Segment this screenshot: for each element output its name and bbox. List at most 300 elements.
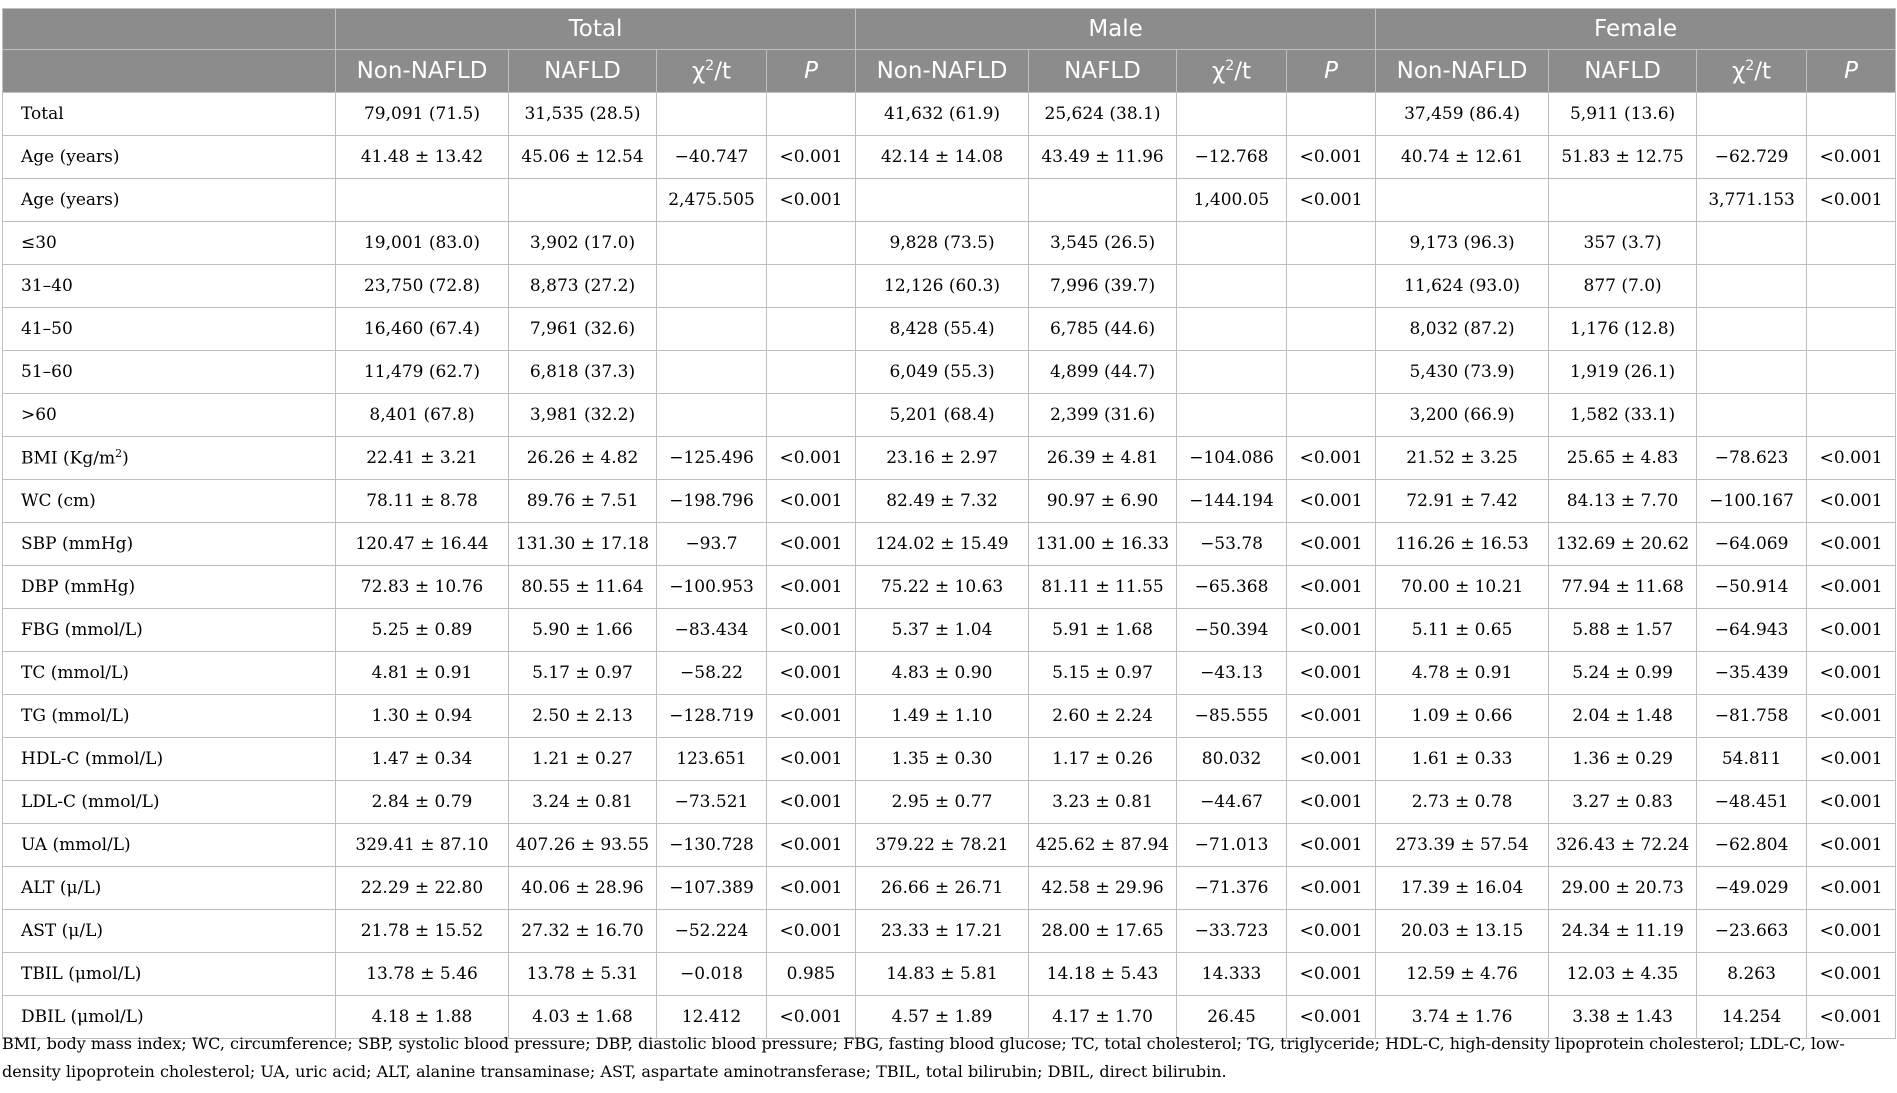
table-cell: 4.83 ± 0.90 <box>856 652 1029 695</box>
table-row <box>3 351 1896 394</box>
table-cell: <0.001 <box>1287 136 1376 179</box>
table-cell <box>1697 308 1807 351</box>
table-row <box>3 781 1896 824</box>
table-cell: −107.389 <box>657 867 767 910</box>
table-cell: 1.21 ± 0.27 <box>509 738 657 781</box>
table-row <box>3 480 1896 523</box>
table-cell: 22.41 ± 3.21 <box>336 437 509 480</box>
table-cell: <0.001 <box>767 437 856 480</box>
p-value-header: P <box>1287 50 1376 93</box>
table-cell: 27.32 ± 16.70 <box>509 910 657 953</box>
table-cell: <0.001 <box>1287 179 1376 222</box>
table-cell: 23.33 ± 17.21 <box>856 910 1029 953</box>
table-cell: 13.78 ± 5.46 <box>336 953 509 996</box>
table-cell: 4.81 ± 0.91 <box>336 652 509 695</box>
row-label: TC (mmol/L) <box>3 652 336 695</box>
group-header-female: Female <box>1376 9 1896 50</box>
table-cell: 5.91 ± 1.68 <box>1029 609 1177 652</box>
table-cell <box>1807 351 1896 394</box>
table-cell: <0.001 <box>1807 996 1896 1039</box>
table-row <box>3 394 1896 437</box>
table-cell: −198.796 <box>657 480 767 523</box>
table-cell: 3,200 (66.9) <box>1376 394 1549 437</box>
table-cell: 2,399 (31.6) <box>1029 394 1177 437</box>
table-cell: −128.719 <box>657 695 767 738</box>
chi-superscript: 2 <box>1225 57 1235 74</box>
table-cell <box>1807 222 1896 265</box>
nafld-header: NAFLD <box>1549 50 1697 93</box>
table-cell: 25,624 (38.1) <box>1029 93 1177 136</box>
table-cell: 5.15 ± 0.97 <box>1029 652 1177 695</box>
table-cell <box>1287 265 1376 308</box>
table-cell: 14.18 ± 5.43 <box>1029 953 1177 996</box>
table-cell: <0.001 <box>1287 695 1376 738</box>
table-cell: 3.24 ± 0.81 <box>509 781 657 824</box>
table-cell: 14.333 <box>1177 953 1287 996</box>
table-cell: <0.001 <box>1807 609 1896 652</box>
table-cell <box>1697 265 1807 308</box>
table-cell: <0.001 <box>767 695 856 738</box>
nafld-header: NAFLD <box>1029 50 1177 93</box>
row-label: HDL-C (mmol/L) <box>3 738 336 781</box>
table-cell: 1.35 ± 0.30 <box>856 738 1029 781</box>
table-cell: <0.001 <box>1287 652 1376 695</box>
table-cell <box>767 394 856 437</box>
table-cell: 21.52 ± 3.25 <box>1376 437 1549 480</box>
table-row <box>3 93 1896 136</box>
table-cell: <0.001 <box>767 136 856 179</box>
group-header-male: Male <box>856 9 1376 50</box>
table-row <box>3 566 1896 609</box>
table-cell: 1.61 ± 0.33 <box>1376 738 1549 781</box>
table-cell: 5.25 ± 0.89 <box>336 609 509 652</box>
row-label: LDL-C (mmol/L) <box>3 781 336 824</box>
table-cell: 4.03 ± 1.68 <box>509 996 657 1039</box>
table-cell: −144.194 <box>1177 480 1287 523</box>
table-cell: 5,201 (68.4) <box>856 394 1029 437</box>
row-label: 51–60 <box>3 351 336 394</box>
table-cell: 22.29 ± 22.80 <box>336 867 509 910</box>
table-cell: 41,632 (61.9) <box>856 93 1029 136</box>
table-cell: <0.001 <box>1287 523 1376 566</box>
table-cell: −78.623 <box>1697 437 1807 480</box>
table-cell: 1,919 (26.1) <box>1549 351 1697 394</box>
table-cell: 11,624 (93.0) <box>1376 265 1549 308</box>
table-cell: −62.729 <box>1697 136 1807 179</box>
table-cell: 24.34 ± 11.19 <box>1549 910 1697 953</box>
table-cell: <0.001 <box>767 652 856 695</box>
table-cell: 17.39 ± 16.04 <box>1376 867 1549 910</box>
table-cell: 0.985 <box>767 953 856 996</box>
chi-superscript: 2 <box>705 57 715 74</box>
table-cell <box>1287 308 1376 351</box>
table-cell <box>509 179 657 222</box>
table-cell: 7,996 (39.7) <box>1029 265 1177 308</box>
table-cell <box>657 351 767 394</box>
table-cell: <0.001 <box>767 738 856 781</box>
table-cell: −65.368 <box>1177 566 1287 609</box>
non-nafld-header: Non-NAFLD <box>856 50 1029 93</box>
table-row <box>3 222 1896 265</box>
nafld-header: NAFLD <box>509 50 657 93</box>
table-cell: <0.001 <box>1807 867 1896 910</box>
table-cell: −130.728 <box>657 824 767 867</box>
table-cell <box>1376 179 1549 222</box>
table-cell: −12.768 <box>1177 136 1287 179</box>
table-cell: 40.06 ± 28.96 <box>509 867 657 910</box>
chi-superscript: 2 <box>1745 57 1755 74</box>
table-cell: 2.95 ± 0.77 <box>856 781 1029 824</box>
table-cell: 124.02 ± 15.49 <box>856 523 1029 566</box>
table-cell <box>767 351 856 394</box>
table-cell: <0.001 <box>1807 953 1896 996</box>
table-cell: <0.001 <box>1807 179 1896 222</box>
table-cell: 81.11 ± 11.55 <box>1029 566 1177 609</box>
table-cell <box>767 93 856 136</box>
table-cell: <0.001 <box>1287 867 1376 910</box>
table-cell: <0.001 <box>1807 695 1896 738</box>
table-cell <box>767 308 856 351</box>
table-cell: <0.001 <box>767 996 856 1039</box>
table-cell: 14.83 ± 5.81 <box>856 953 1029 996</box>
table-cell: 28.00 ± 17.65 <box>1029 910 1177 953</box>
table-cell: <0.001 <box>1807 738 1896 781</box>
table-cell: 12,126 (60.3) <box>856 265 1029 308</box>
table-row <box>3 136 1896 179</box>
table-cell: 72.83 ± 10.76 <box>336 566 509 609</box>
table-cell: 120.47 ± 16.44 <box>336 523 509 566</box>
table-cell: 78.11 ± 8.78 <box>336 480 509 523</box>
row-label: Age (years) <box>3 179 336 222</box>
table-cell: 8,428 (55.4) <box>856 308 1029 351</box>
table-cell <box>767 265 856 308</box>
table-cell: 89.76 ± 7.51 <box>509 480 657 523</box>
table-cell: −71.013 <box>1177 824 1287 867</box>
p-value-header: P <box>767 50 856 93</box>
row-label: Total <box>3 93 336 136</box>
table-cell: −64.069 <box>1697 523 1807 566</box>
table-cell: 116.26 ± 16.53 <box>1376 523 1549 566</box>
table-cell: −52.224 <box>657 910 767 953</box>
table-cell: 11,479 (62.7) <box>336 351 509 394</box>
table-cell: 273.39 ± 57.54 <box>1376 824 1549 867</box>
table-cell: −58.22 <box>657 652 767 695</box>
table-cell: <0.001 <box>1807 652 1896 695</box>
table-cell: <0.001 <box>767 480 856 523</box>
table-cell: 3.74 ± 1.76 <box>1376 996 1549 1039</box>
table-cell: 131.30 ± 17.18 <box>509 523 657 566</box>
table-cell <box>1807 394 1896 437</box>
table-cell: 329.41 ± 87.10 <box>336 824 509 867</box>
table-cell: −44.67 <box>1177 781 1287 824</box>
row-label: TBIL (μmol/L) <box>3 953 336 996</box>
p-value-header: P <box>1807 50 1896 93</box>
table-cell: 9,828 (73.5) <box>856 222 1029 265</box>
table-cell: −104.086 <box>1177 437 1287 480</box>
table-cell: 26.39 ± 4.81 <box>1029 437 1177 480</box>
table-cell: 23.16 ± 2.97 <box>856 437 1029 480</box>
table-cell: <0.001 <box>767 824 856 867</box>
table-row <box>3 953 1896 996</box>
table-cell <box>1029 179 1177 222</box>
table-cell: 379.22 ± 78.21 <box>856 824 1029 867</box>
chi-t-header: $\chi^2/t$ <box>1697 50 1807 93</box>
table-cell: 2.04 ± 1.48 <box>1549 695 1697 738</box>
table-cell: 45.06 ± 12.54 <box>509 136 657 179</box>
table-cell: 23,750 (72.8) <box>336 265 509 308</box>
table-row <box>3 523 1896 566</box>
table-cell: 3.23 ± 0.81 <box>1029 781 1177 824</box>
table-cell: <0.001 <box>767 523 856 566</box>
table-cell: <0.001 <box>1807 480 1896 523</box>
table-cell: 79,091 (71.5) <box>336 93 509 136</box>
table-cell: 12.412 <box>657 996 767 1039</box>
table-cell: 1.36 ± 0.29 <box>1549 738 1697 781</box>
table-cell <box>1287 93 1376 136</box>
row-label: SBP (mmHg) <box>3 523 336 566</box>
table-cell: 75.22 ± 10.63 <box>856 566 1029 609</box>
table-cell: 3,902 (17.0) <box>509 222 657 265</box>
table-cell <box>1807 308 1896 351</box>
table-cell: 1.17 ± 0.26 <box>1029 738 1177 781</box>
table-cell: <0.001 <box>767 910 856 953</box>
table-cell: −53.78 <box>1177 523 1287 566</box>
table-cell: 8,032 (87.2) <box>1376 308 1549 351</box>
table-cell: 8.263 <box>1697 953 1807 996</box>
table-cell <box>336 179 509 222</box>
table-cell <box>657 265 767 308</box>
table-cell: 9,173 (96.3) <box>1376 222 1549 265</box>
table-cell: −85.555 <box>1177 695 1287 738</box>
table-cell: 26.26 ± 4.82 <box>509 437 657 480</box>
table-cell: <0.001 <box>767 179 856 222</box>
row-label: FBG (mmol/L) <box>3 609 336 652</box>
table-cell: <0.001 <box>1287 480 1376 523</box>
table-cell: <0.001 <box>1287 738 1376 781</box>
table-row <box>3 867 1896 910</box>
table-row <box>3 910 1896 953</box>
table-cell <box>1177 394 1287 437</box>
table-cell: 26.66 ± 26.71 <box>856 867 1029 910</box>
table-cell: <0.001 <box>1287 910 1376 953</box>
table-cell: −43.13 <box>1177 652 1287 695</box>
table-cell: 3,981 (32.2) <box>509 394 657 437</box>
table-cell <box>1697 394 1807 437</box>
table-cell <box>1549 179 1697 222</box>
non-nafld-header: Non-NAFLD <box>1376 50 1549 93</box>
table-cell: 5.24 ± 0.99 <box>1549 652 1697 695</box>
table-cell: <0.001 <box>1287 609 1376 652</box>
table-row <box>3 695 1896 738</box>
table-cell: 5,430 (73.9) <box>1376 351 1549 394</box>
table-cell: 2.73 ± 0.78 <box>1376 781 1549 824</box>
table-cell: <0.001 <box>1287 996 1376 1039</box>
table-cell: −125.496 <box>657 437 767 480</box>
table-cell: <0.001 <box>1287 781 1376 824</box>
table-cell <box>1177 351 1287 394</box>
table-row <box>3 738 1896 781</box>
table-cell: 41.48 ± 13.42 <box>336 136 509 179</box>
table-cell: 3.27 ± 0.83 <box>1549 781 1697 824</box>
table-cell: 54.811 <box>1697 738 1807 781</box>
table-cell: 2.50 ± 2.13 <box>509 695 657 738</box>
table-cell: 12.03 ± 4.35 <box>1549 953 1697 996</box>
row-label: DBP (mmHg) <box>3 566 336 609</box>
table-footnote: BMI, body mass index; WC, circumference; SBP, systolic blood pressure; DBP, diastolic blood pressure; FBG, fasting blood glucose; TC, total cholesterol; TG, triglyceride; HDL-C, high-density lipoprotein cholesterol; LDL-C, low-density lipoprotein cholesterol; UA, uric acid; ALT, alanine transaminase; AST, aspartate aminotransferase; TBIL, total bilirubin; DBIL, direct bilirubin. <box>2 1034 1845 1081</box>
table-cell: 82.49 ± 7.32 <box>856 480 1029 523</box>
row-label: ALT (μ/L) <box>3 867 336 910</box>
table-cell <box>657 93 767 136</box>
table-cell <box>657 222 767 265</box>
table-cell: 6,818 (37.3) <box>509 351 657 394</box>
table-cell: 7,961 (32.6) <box>509 308 657 351</box>
table-cell: 357 (3.7) <box>1549 222 1697 265</box>
table-cell: 2.60 ± 2.24 <box>1029 695 1177 738</box>
table-row <box>3 179 1896 222</box>
table-cell: 25.65 ± 4.83 <box>1549 437 1697 480</box>
table-cell: <0.001 <box>1807 136 1896 179</box>
table-cell: −35.439 <box>1697 652 1807 695</box>
table-cell: 3,545 (26.5) <box>1029 222 1177 265</box>
table-cell: 8,401 (67.8) <box>336 394 509 437</box>
table-row <box>3 652 1896 695</box>
table-cell: 90.97 ± 6.90 <box>1029 480 1177 523</box>
table-cell <box>657 394 767 437</box>
table-cell: 1,582 (33.1) <box>1549 394 1697 437</box>
table-cell: <0.001 <box>1807 824 1896 867</box>
table-cell: 72.91 ± 7.42 <box>1376 480 1549 523</box>
table-cell: 42.58 ± 29.96 <box>1029 867 1177 910</box>
table-cell: 5.37 ± 1.04 <box>856 609 1029 652</box>
table-cell: 123.651 <box>657 738 767 781</box>
table-cell: <0.001 <box>1807 437 1896 480</box>
table-cell <box>1697 93 1807 136</box>
table-cell: 80.55 ± 11.64 <box>509 566 657 609</box>
row-label: ≤30 <box>3 222 336 265</box>
table-cell <box>1287 222 1376 265</box>
table-cell: <0.001 <box>1287 437 1376 480</box>
table-cell: −49.029 <box>1697 867 1807 910</box>
table-cell: <0.001 <box>1807 910 1896 953</box>
table-cell: −0.018 <box>657 953 767 996</box>
table-cell: 1.30 ± 0.94 <box>336 695 509 738</box>
table-cell: 13.78 ± 5.31 <box>509 953 657 996</box>
table-cell: <0.001 <box>1807 781 1896 824</box>
table-row <box>3 437 1896 480</box>
table-cell: 84.13 ± 7.70 <box>1549 480 1697 523</box>
table-cell: −73.521 <box>657 781 767 824</box>
chi-t-header: $\chi^2/t$ <box>657 50 767 93</box>
table-cell <box>1807 93 1896 136</box>
row-label: 31–40 <box>3 265 336 308</box>
table-cell: 4,899 (44.7) <box>1029 351 1177 394</box>
table-row <box>3 609 1896 652</box>
table-cell: 1,176 (12.8) <box>1549 308 1697 351</box>
header-blank-cell <box>3 9 336 50</box>
table-cell: 70.00 ± 10.21 <box>1376 566 1549 609</box>
table-cell: 42.14 ± 14.08 <box>856 136 1029 179</box>
table-cell: 19,001 (83.0) <box>336 222 509 265</box>
row-label: >60 <box>3 394 336 437</box>
table-cell: 407.26 ± 93.55 <box>509 824 657 867</box>
table-cell: 5.88 ± 1.57 <box>1549 609 1697 652</box>
table-cell: <0.001 <box>1287 824 1376 867</box>
table-row <box>3 824 1896 867</box>
table-cell <box>767 222 856 265</box>
table-cell: 3,771.153 <box>1697 179 1807 222</box>
table-row <box>3 308 1896 351</box>
table-container <box>2 8 1895 1039</box>
table-cell: <0.001 <box>1287 953 1376 996</box>
table-cell: −71.376 <box>1177 867 1287 910</box>
table-cell: 5,911 (13.6) <box>1549 93 1697 136</box>
table-cell: 6,049 (55.3) <box>856 351 1029 394</box>
table-cell: <0.001 <box>767 609 856 652</box>
table-body <box>3 93 1896 1039</box>
table-cell: −64.943 <box>1697 609 1807 652</box>
table-cell: 26.45 <box>1177 996 1287 1039</box>
table-cell <box>1807 265 1896 308</box>
row-label: TG (mmol/L) <box>3 695 336 738</box>
non-nafld-header: Non-NAFLD <box>336 50 509 93</box>
table-cell: 37,459 (86.4) <box>1376 93 1549 136</box>
subheader-row <box>3 50 1896 93</box>
table-cell: 131.00 ± 16.33 <box>1029 523 1177 566</box>
table-cell: 4.18 ± 1.88 <box>336 996 509 1039</box>
table-cell: 877 (7.0) <box>1549 265 1697 308</box>
table-cell: 8,873 (27.2) <box>509 265 657 308</box>
header-blank-cell <box>3 50 336 93</box>
table-cell: 29.00 ± 20.73 <box>1549 867 1697 910</box>
table-cell: 21.78 ± 15.52 <box>336 910 509 953</box>
table-cell: 6,785 (44.6) <box>1029 308 1177 351</box>
table-cell: 80.032 <box>1177 738 1287 781</box>
table-cell: <0.001 <box>767 867 856 910</box>
table-cell: −50.394 <box>1177 609 1287 652</box>
table-cell: 43.49 ± 11.96 <box>1029 136 1177 179</box>
table-cell: −48.451 <box>1697 781 1807 824</box>
table-cell <box>657 308 767 351</box>
table-cell: −62.804 <box>1697 824 1807 867</box>
table-cell: 12.59 ± 4.76 <box>1376 953 1549 996</box>
table-cell: <0.001 <box>1807 523 1896 566</box>
table-cell: 425.62 ± 87.94 <box>1029 824 1177 867</box>
chi-t-header: $\chi^2/t$ <box>1177 50 1287 93</box>
table-cell <box>1177 308 1287 351</box>
table-cell <box>856 179 1029 222</box>
table-cell <box>1177 265 1287 308</box>
table-cell: −100.953 <box>657 566 767 609</box>
table-cell: 5.11 ± 0.65 <box>1376 609 1549 652</box>
table-cell: −23.663 <box>1697 910 1807 953</box>
table-cell: 77.94 ± 11.68 <box>1549 566 1697 609</box>
table-cell: 51.83 ± 12.75 <box>1549 136 1697 179</box>
table-cell: 16,460 (67.4) <box>336 308 509 351</box>
group-header-row <box>3 9 1896 50</box>
table-cell: −50.914 <box>1697 566 1807 609</box>
table-cell <box>1287 394 1376 437</box>
table-cell <box>1177 222 1287 265</box>
table-cell: −33.723 <box>1177 910 1287 953</box>
results-table <box>2 8 1896 1039</box>
table-cell: 5.90 ± 1.66 <box>509 609 657 652</box>
row-label: Age (years) <box>3 136 336 179</box>
table-cell <box>1287 351 1376 394</box>
table-cell: 3.38 ± 1.43 <box>1549 996 1697 1039</box>
row-label: WC (cm) <box>3 480 336 523</box>
table-cell <box>1697 222 1807 265</box>
table-cell: −81.758 <box>1697 695 1807 738</box>
